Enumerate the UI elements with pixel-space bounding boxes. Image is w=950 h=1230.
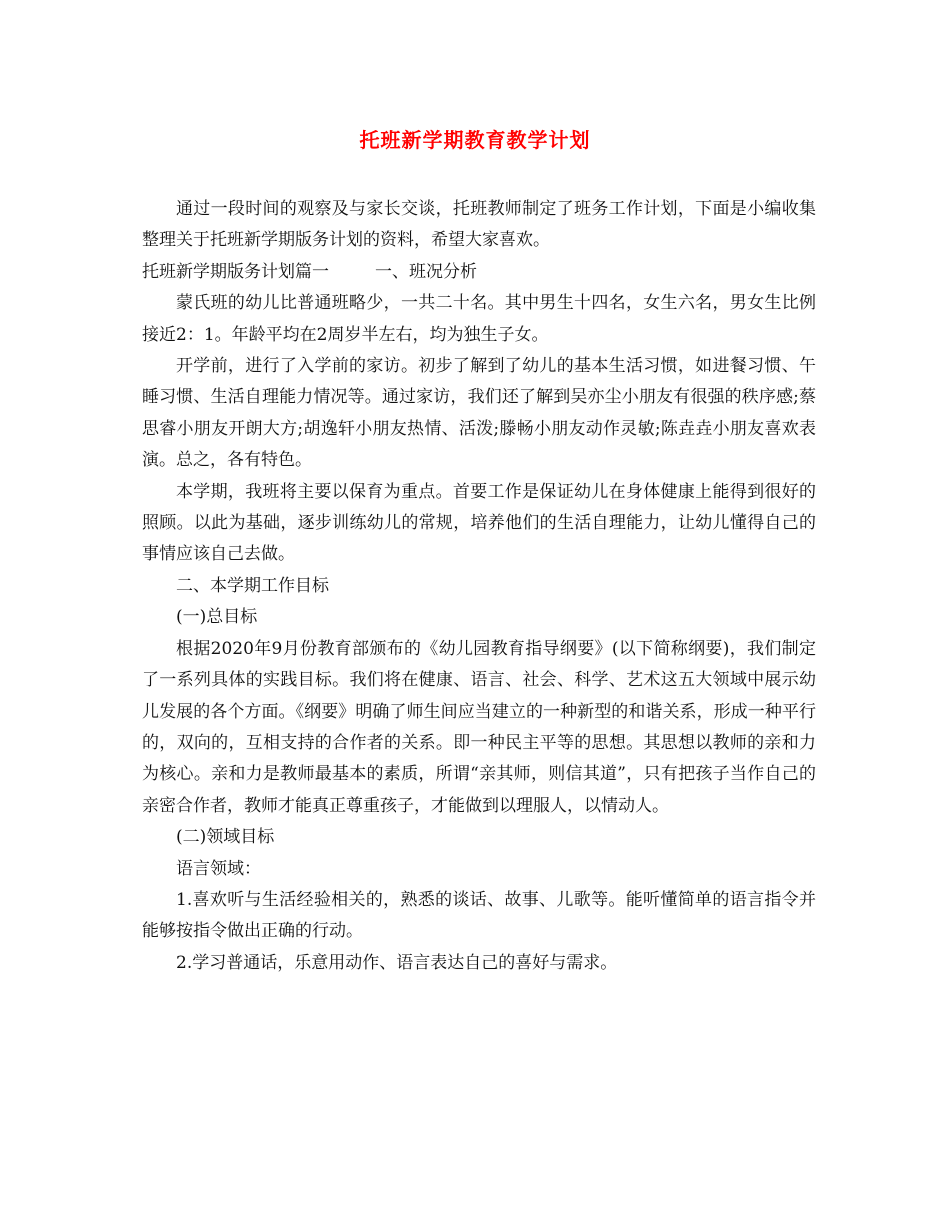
paragraph-guidelines: 根据2020年9月份教育部颁布的《幼儿园教育指导纲要》(以下简称纲要)，我们制定了一系列具体的实践目标。我们将在健康、语言、社会、科学、艺术这五大领域中展示幼儿发展的各个方面。《纲要》明确了师生间应当建立的一种新型的和谐关系，形成一种平行的，双向的，互相支持的合作者的关系。即一种民主平等的思想。其思想以教师的亲和力为核心。亲和力是教师最基本的素质，所谓“亲其师，则信其道”，只有把孩子当作自己的亲密合作者，教师才能真正尊重孩子，才能做到以理服人，以情动人。 [142, 638, 816, 816]
heading-work-goals: 二、本学期工作目标 [176, 575, 329, 596]
heading-language-domain: 语言领域： [176, 858, 261, 879]
document-body [142, 194, 816, 979]
section-label: 托班新学期版务计划篇一 [142, 261, 329, 282]
paragraph-home-visit: 开学前，进行了入学前的家访。初步了解到了幼儿的基本生活习惯，如进餐习惯、午睡习惯、生活自理能力情况等。通过家访，我们还了解到吴亦尘小朋友有很强的秩序感;蔡思睿小朋友开朗大方;胡逸轩小朋友热情、活泼;滕畅小朋友动作灵敏;陈垚垚小朋友喜欢表演。总之，各有特色。 [142, 356, 816, 471]
heading-domain-goals: (二)领域目标 [176, 827, 275, 848]
paragraph-class-overview: 蒙氏班的幼儿比普通班略少，一共二十名。其中男生十四名，女生六名，男女生比例接近2：1。年龄平均在2周岁半左右，均为独生子女。 [142, 293, 816, 345]
paragraph-semester-focus: 本学期，我班将主要以保育为重点。首要工作是保证幼儿在身体健康上能得到很好的照顾。以此为基础，逐步训练幼儿的常规，培养他们的生活自理能力，让幼儿懂得自己的事情应该自己去做。 [142, 481, 816, 565]
paragraph-intro: 通过一段时间的观察及与家长交谈，托班教师制定了班务工作计划，下面是小编收集整理关于托班新学期版务计划的资料，希望大家喜欢。 [142, 199, 816, 251]
heading-overall-goal: (一)总目标 [176, 607, 258, 628]
list-item-1: 1.喜欢听与生活经验相关的，熟悉的谈话、故事、儿歌等。能听懂简单的语言指令并能够按指令做出正确的行动。 [142, 889, 816, 942]
document-title: 托班新学期教育教学计划 [359, 128, 591, 152]
list-item-2: 2.学习普通话，乐意用动作、语言表达自己的喜好与需求。 [176, 952, 618, 973]
section-line [142, 257, 816, 288]
section-heading: 一、班况分析 [375, 261, 477, 282]
